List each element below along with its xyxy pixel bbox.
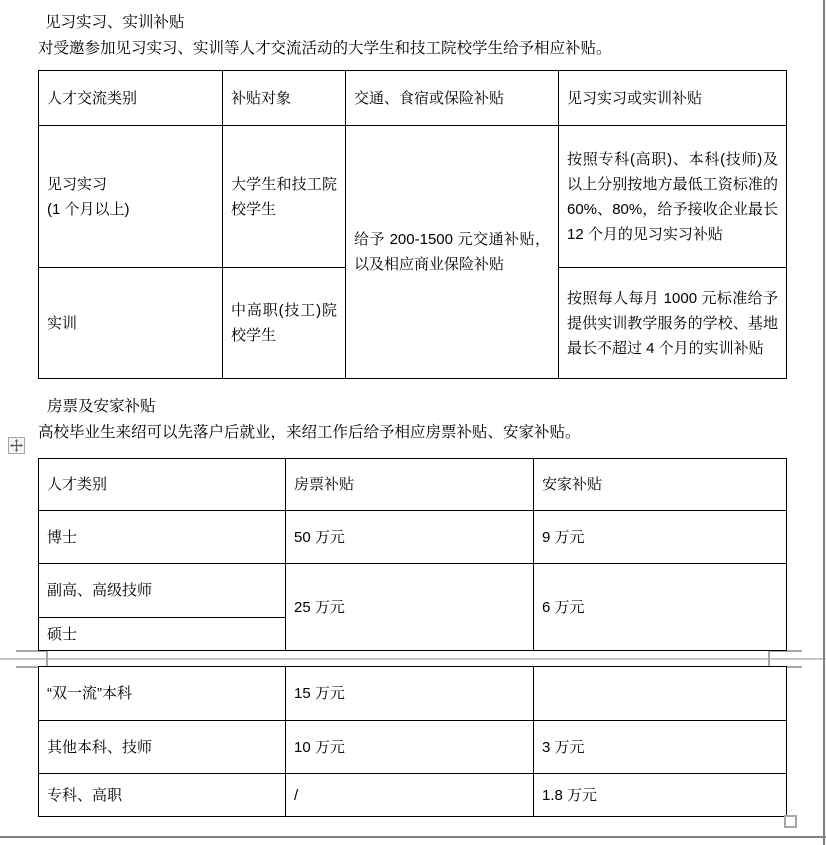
cell-internship-subsidy[interactable]: 按照专科(高职)、本科(技师)及以上分别按地方最低工资标准的 60%、80%，给予接收企业最长 12 个月的见习实习补贴 [559, 126, 787, 268]
housing-subsidy-table-page1 [38, 458, 787, 651]
table1-header-target[interactable]: 补贴对象 [223, 71, 346, 126]
cell-college-housing[interactable]: / [286, 774, 534, 817]
table-resize-handle[interactable] [784, 815, 797, 828]
section1-intro[interactable]: 对受邀参加见习实习、实训等人才交流活动的大学生和技工院校学生给予相应补贴。 [38, 40, 612, 57]
table2-row-college [39, 774, 787, 817]
table2-header-settling[interactable]: 安家补贴 [534, 459, 787, 511]
cell-senior-master-housing[interactable]: 25 万元 [286, 564, 534, 651]
table1-header-subsidy[interactable]: 见习实习或实训补贴 [559, 71, 787, 126]
window-right-edge [823, 0, 825, 845]
section2-heading[interactable]: 房票及安家补贴 [47, 398, 156, 415]
cell-doctor-housing[interactable]: 50 万元 [286, 511, 534, 564]
cell-master-category[interactable]: 硕士 [39, 618, 286, 651]
housing-subsidy-table-page2 [38, 666, 787, 817]
cell-training-target[interactable]: 中高职(技工)院校学生 [223, 268, 346, 379]
table2-row-senior [39, 564, 787, 618]
table2-header-category[interactable]: 人才类别 [39, 459, 286, 511]
internship-subsidy-table [38, 70, 787, 379]
cell-dfc-category[interactable]: “双一流”本科 [39, 667, 286, 721]
cell-transport-subsidy[interactable]: 给予 200-1500 元交通补贴，以及相应商业保险补贴 [346, 126, 559, 379]
cell-senior-category[interactable]: 副高、高级技师 [39, 564, 286, 618]
cell-college-settling[interactable]: 1.8 万元 [534, 774, 787, 817]
move-cross-icon [10, 439, 23, 452]
section2-intro[interactable]: 高校毕业生来绍可以先落户后就业，来绍工作后给予相应房票补贴、安家补贴。 [38, 424, 581, 441]
table2-row-double-first-class [39, 667, 787, 721]
table1-header-transport[interactable]: 交通、食宿或保险补贴 [346, 71, 559, 126]
table2-header-housing[interactable]: 房票补贴 [286, 459, 534, 511]
table1-header-category[interactable]: 人才交流类别 [39, 71, 223, 126]
cell-doctor-category[interactable]: 博士 [39, 511, 286, 564]
cell-training-subsidy[interactable]: 按照每人每月 1000 元标准给予提供实训教学服务的学校、基地最长不超过 4 个月的实训补贴 [559, 268, 787, 379]
cell-dfc-settling[interactable] [534, 667, 787, 721]
cell-college-category[interactable]: 专科、高职 [39, 774, 286, 817]
cell-internship-category-line1: 见习实习 [47, 175, 108, 193]
table2-header-row [39, 459, 787, 511]
cell-other-category[interactable]: 其他本科、技师 [39, 721, 286, 774]
cell-internship-category[interactable] [39, 126, 223, 268]
window-bottom-edge [0, 836, 826, 838]
cell-internship-category-line2: (1 个月以上) [47, 200, 130, 218]
table2-row-doctor [39, 511, 787, 564]
cell-internship-target[interactable]: 大学生和技工院校学生 [223, 126, 346, 268]
section1-heading[interactable]: 见习实习、实训补贴 [45, 14, 185, 31]
cell-dfc-housing[interactable]: 15 万元 [286, 667, 534, 721]
cell-senior-master-settling[interactable]: 6 万元 [534, 564, 787, 651]
table2-row-other-bachelor [39, 721, 787, 774]
table-move-handle[interactable] [8, 437, 25, 454]
cell-other-housing[interactable]: 10 万元 [286, 721, 534, 774]
table1-row-internship [39, 126, 787, 268]
table1-header-row [39, 71, 787, 126]
cell-training-category[interactable]: 实训 [39, 268, 223, 379]
cell-doctor-settling[interactable]: 9 万元 [534, 511, 787, 564]
cell-other-settling[interactable]: 3 万元 [534, 721, 787, 774]
page-gap-line [0, 658, 826, 660]
